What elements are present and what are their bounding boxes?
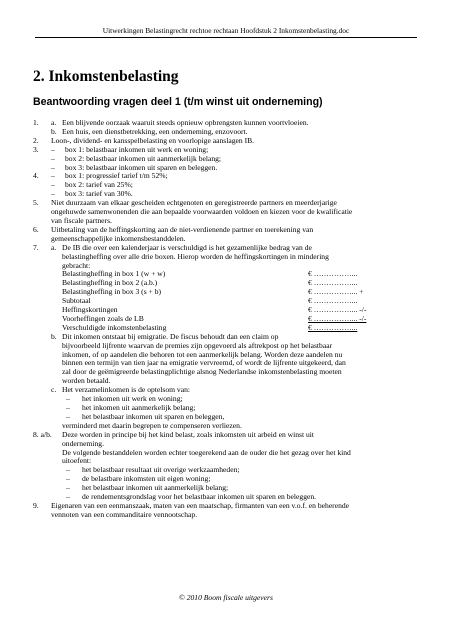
dash-bullet: – — [51, 162, 55, 172]
calc-label: Subtotaal — [62, 296, 91, 306]
answer-9 — [33, 502, 425, 520]
text-line: Eigenaren van een eenmanszaak, maten van een maatschap, firmanten van een v.o.f. en beherende — [51, 500, 350, 510]
running-header: Uitwerkingen Belastingrecht rechtoe rechtaan Hoofdstuk 2 Inkomstenbelasting.doc — [102, 26, 350, 35]
calc-label: Voorheffingen zoals de LB — [62, 313, 144, 323]
calc-value: € ……………... — [308, 322, 358, 332]
dash-bullet: – — [66, 465, 70, 475]
answer-text — [51, 226, 425, 244]
answer-7a — [33, 244, 425, 271]
list-item: box 3: tarief van 30%. — [65, 189, 133, 199]
text-line: ongehuwde samenwonenden die aan bepaalde voorwaarden voldoen en kiezen voor de kwalificatie — [51, 207, 353, 217]
answer-number: 9. — [33, 500, 39, 510]
list-item: het belastbaar inkomen uit sparen en beleggen, — [82, 411, 225, 421]
answer-text: Een blijvende oorzaak waaruit steeds opnieuw opbrengsten kunnen voortvloeien. — [62, 118, 309, 127]
calc-label: Verschuldigde inkomstenbelasting — [62, 322, 167, 332]
answer-text: Loon-, dividend- en kansspelbelasting en voorlopige aanslagen IB. — [51, 135, 255, 145]
calc-value: € ……………... — [308, 278, 358, 288]
list-item: box 2: belastbaar inkomen uit aanmerkelijk belang; — [65, 153, 222, 163]
calc-value: € ……………... -/- — [308, 313, 367, 323]
calc-row — [33, 288, 425, 297]
list-item: box 3: belastbaar inkomen uit sparen en beleggen. — [65, 162, 218, 172]
answer-text: Een huis, een dienstbetrekking, een onderneming, enzovoort. — [62, 126, 248, 136]
dash-bullet: – — [51, 144, 55, 154]
text-line: uitoefent: — [62, 456, 92, 466]
answer-number: 6. — [33, 224, 39, 234]
list-item: de rendementsgrondslag voor het belastbaar inkomen uit sparen en beleggen. — [82, 492, 317, 502]
calc-value: € ……………... — [308, 296, 358, 306]
text-line: bijvoorbeeld lijfrente waarvan de premies zijn opgevoerd als aftrekpost op het belastbaar — [62, 340, 333, 350]
dash-bullet: – — [51, 189, 55, 199]
dash-bullet: – — [66, 483, 70, 493]
list-item: het inkomen uit werk en woning; — [82, 394, 183, 404]
text-line: belastingheffing over alle drie boxen. Hierop worden de heffingskortingen in mindering — [62, 251, 329, 261]
text-line: Niet duurzaam van elkaar gescheiden echtgenoten en geregistreerde partners en meerderjarige — [51, 198, 337, 208]
dash-bullet: – — [66, 411, 70, 421]
calc-label: Heffingskortingen — [62, 305, 118, 315]
sub-label: b. — [51, 331, 57, 341]
calc-label: Belastingheffing in box 3 (s + b) — [62, 287, 162, 297]
dash-bullet: – — [66, 492, 70, 502]
sub-label: c. — [51, 385, 57, 395]
answer-text — [62, 333, 425, 386]
calc-label: Belastingheffing in box 1 (w + w) — [62, 269, 166, 279]
calc-label: Belastingheffing in box 2 (a.b.) — [62, 278, 158, 288]
answer-number: 7. — [33, 242, 39, 252]
text-line: Uitbetaling van de heffingskorting aan de niet-verdienende partner en toerekening van — [51, 224, 314, 234]
answer-number: 3. — [33, 144, 39, 154]
text-line: Deze worden in principe bij het kind belast, zoals inkomsten uit arbeid en winst uit — [62, 429, 315, 439]
text-line: vennoten van een commanditaire vennootschap. — [51, 509, 198, 519]
text-line: gebracht: — [62, 260, 91, 270]
dash-bullet: – — [66, 403, 70, 412]
list-item: box 2: tarief van 25%; — [65, 180, 133, 190]
text-line: zal door de geëmigreerde belastingplichtige alsnog Nederlandse inkomstenbelasting moeten — [62, 367, 342, 377]
answer-text — [51, 502, 425, 520]
answer-number: 8. a/b. — [33, 429, 52, 439]
answer-number: 1. — [33, 118, 39, 127]
list-item: het belastbaar resultaat uit overige werkzaamheden; — [82, 465, 240, 475]
text-line: De volgende bestanddelen worden echter toegerekend aan de ouder die het gezag over het kind — [62, 447, 351, 457]
answer-number: 5. — [33, 198, 39, 208]
answers-body — [33, 119, 425, 520]
answer-text — [62, 244, 425, 271]
text-line: onderneming. — [62, 438, 104, 448]
list-item: box 1: belastbaar inkomen uit werk en woning; — [65, 144, 209, 154]
answer-8 — [33, 431, 425, 467]
answer-6 — [33, 226, 425, 244]
dash-bullet: – — [66, 474, 70, 484]
calc-value: € ……………... -/- — [308, 305, 367, 315]
answer-number: 2. — [33, 135, 39, 145]
calc-value: € ……………... — [308, 269, 358, 279]
text-line: Dit inkomen ontstaat bij emigratie. De fiscus behoudt dan een claim op — [62, 331, 279, 341]
answer-text: Het verzamelinkomen is de optelsom van: — [62, 385, 191, 395]
dash-bullet: – — [51, 153, 55, 163]
dash-bullet: – — [66, 394, 70, 404]
text-line: van fiscale partners. — [51, 215, 112, 225]
section-subtitle: Beantwoording vragen deel 1 (t/m winst uit onderneming) — [33, 96, 323, 108]
list-item: box 1: progressief tarief t/m 52%; — [65, 171, 168, 181]
answer-text: verminderd met daarin begrepen te compenseren verliezen. — [62, 420, 242, 430]
answer-text — [62, 431, 425, 467]
text-line: worden betaald. — [62, 376, 111, 386]
list-item: het belastbaar inkomen uit aanmerkelijk belang; — [82, 483, 229, 493]
chapter-title: 2. Inkomstenbelasting — [33, 68, 179, 85]
list-item: het inkomen uit aanmerkelijk belang; — [82, 403, 196, 412]
list-item: de belastbare inkomsten uit eigen woning; — [82, 474, 211, 484]
dash-bullet: – — [51, 180, 55, 190]
header-divider — [35, 37, 417, 38]
dash-bullet: – — [51, 171, 55, 181]
page-footer: © 2010 Boom fiscale uitgevers — [179, 593, 273, 602]
sub-label: b. — [51, 126, 57, 136]
sub-label: a. — [51, 118, 57, 127]
sub-label: a. — [51, 242, 57, 252]
text-line: binnen een termijn van tien jaar na emigratie vervreemd, of wordt de lijfrente uitgekeerd, dan — [62, 358, 346, 368]
text-line: De IB die over een kalenderjaar is verschuldigd is het gezamenlijke bedrag van de — [62, 242, 312, 252]
answer-text — [51, 199, 425, 226]
tax-calculation — [33, 270, 425, 332]
text-line: gemeenschappelijke inkomensbestanddelen. — [51, 233, 186, 243]
answer-5 — [33, 199, 425, 226]
answer-number: 4. — [33, 171, 39, 181]
calc-value: € ……………... + — [308, 287, 364, 297]
answer-7b — [33, 333, 425, 386]
text-line: inkomen, of op aandelen die behoren tot een aanmerkelijk belang. Worden deze aandelen nu — [62, 349, 343, 359]
